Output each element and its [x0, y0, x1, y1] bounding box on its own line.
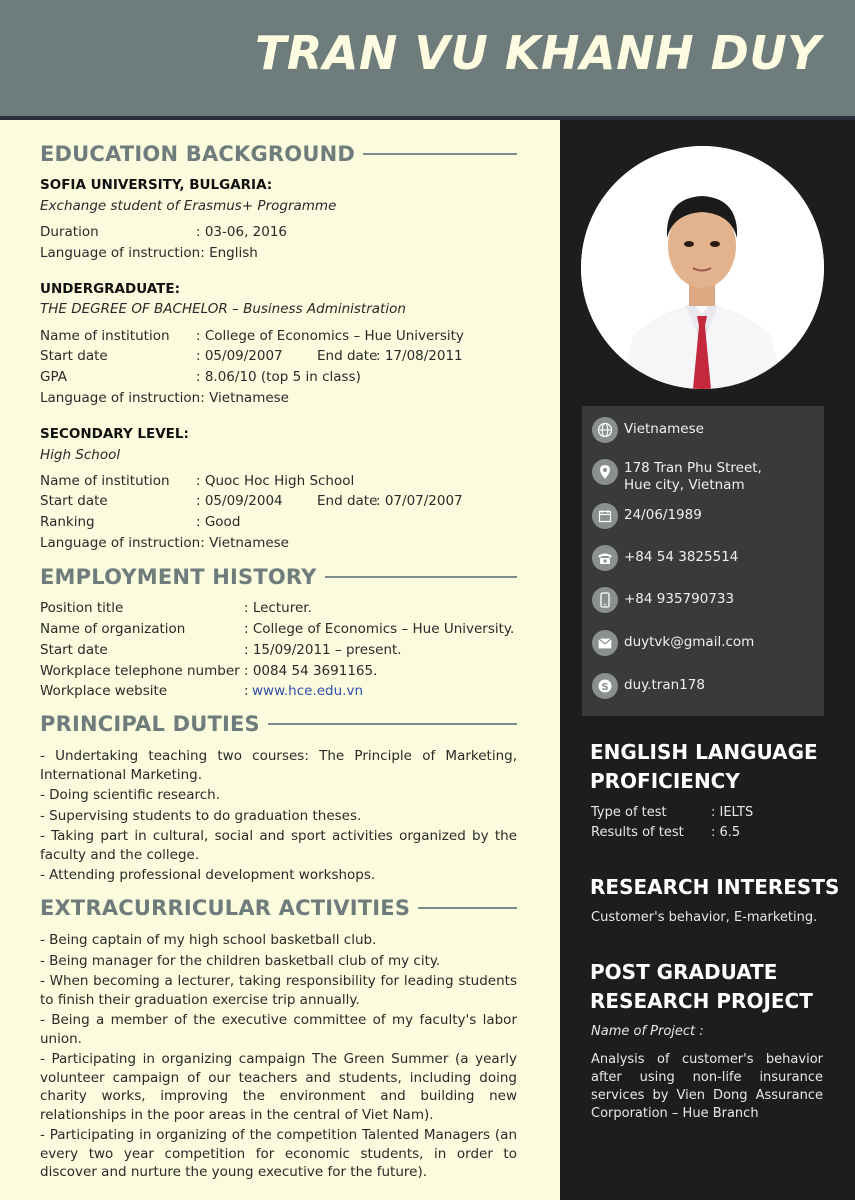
contact-dob — [592, 503, 702, 529]
candidate-name: TRAN VU KHANH DUY — [255, 26, 821, 80]
employment-title: EMPLOYMENT HISTORY — [40, 565, 317, 589]
mobile-text: +84 935790733 — [624, 591, 735, 607]
end-date-label: End date — [317, 348, 378, 364]
contact-panel — [582, 406, 824, 716]
end-date-value: : 07/07/2007 — [376, 493, 463, 509]
skype-icon — [592, 673, 618, 699]
duration-label: Duration — [40, 224, 99, 240]
postgrad-title-line-2: RESEARCH PROJECT — [590, 989, 813, 1013]
english-type-row — [591, 803, 754, 823]
duty-item: - Doing scientific research. — [40, 787, 221, 803]
contact-nationality — [592, 417, 704, 443]
mobile-phone-icon — [592, 587, 618, 613]
education-title: EDUCATION BACKGROUND — [40, 142, 356, 166]
start-date-value: : 05/09/2004 — [196, 493, 283, 509]
secondary-heading: SECONDARY LEVEL: — [40, 426, 189, 442]
contact-email — [592, 630, 754, 656]
duties-title: PRINCIPAL DUTIES — [40, 712, 260, 736]
title-rule — [363, 153, 517, 155]
english-title-line-1: ENGLISH LANGUAGE — [590, 740, 818, 764]
position-label: Position title — [40, 600, 124, 616]
ranking-label: Ranking — [40, 514, 95, 530]
test-result-value: : 6.5 — [711, 825, 741, 840]
ranking-value: : Good — [196, 514, 241, 530]
envelope-icon — [592, 630, 618, 656]
position-value: : Lecturer. — [244, 600, 312, 616]
email-text[interactable]: duytvk@gmail.com — [624, 634, 755, 650]
section-title-extracurricular — [40, 896, 517, 920]
extracurricular-title: EXTRACURRICULAR ACTIVITIES — [40, 896, 411, 920]
test-type-value: : IELTS — [711, 805, 754, 820]
duty-item: - Taking part in cultural, social and sport activities organized by the faculty and the college. — [40, 828, 517, 863]
test-result-label: Results of test — [591, 825, 684, 840]
start-date-value: : 05/09/2007 — [196, 348, 283, 364]
contact-mobile — [592, 587, 734, 613]
contact-phone — [592, 545, 738, 571]
contact-skype — [592, 673, 705, 699]
institution-label: Name of institution — [40, 328, 170, 344]
svg-text:S: S — [601, 682, 609, 693]
duty-item: - Supervising students to do graduation theses. — [40, 807, 362, 824]
section-title-education — [40, 142, 517, 166]
secondary-language: Language of instruction: Vietnamese — [40, 535, 289, 551]
activity-item: - Being captain of my high school basketball club. — [40, 932, 377, 948]
extracurricular-list — [40, 931, 517, 1182]
contact-address — [592, 456, 762, 494]
sofia-language: Language of instruction: English — [40, 245, 258, 261]
english-result-row — [591, 823, 741, 843]
institution-value: : Quoc Hoc High School — [196, 473, 355, 489]
research-title: RESEARCH INTERESTS — [590, 875, 840, 899]
undergrad-language: Language of instruction: Vietnamese — [40, 390, 289, 406]
institution-value: : College of Economics – Hue University — [196, 328, 464, 344]
sofia-subtitle: Exchange student of Erasmus+ Programme — [40, 198, 337, 214]
english-title-line-2: PROFICIENCY — [590, 769, 740, 793]
end-date-label: End date — [317, 493, 378, 509]
nationality-text: Vietnamese — [624, 421, 704, 437]
sofia-heading: SOFIA UNIVERSITY, BULGARIA: — [40, 177, 273, 193]
secondary-subtitle: High School — [40, 447, 121, 463]
start-date-value: : 15/09/2011 – present. — [244, 642, 402, 658]
institution-label: Name of institution — [40, 473, 170, 489]
address-line-1: 178 Tran Phu Street, — [624, 460, 762, 476]
calendar-icon — [592, 503, 618, 529]
globe-icon — [592, 417, 618, 443]
duration-value: : 03-06, 2016 — [196, 224, 288, 240]
workplace-website-label: Workplace website — [40, 683, 168, 699]
website-colon: : — [244, 683, 249, 699]
activity-item: - Participating in organizing campaign The Green Summer (a yearly volunteer campaign of our teachers and students, including doing charity works, improving the environment and building new relationships in the poor areas in the central of Viet Nam). — [40, 1051, 517, 1123]
start-date-label: Start date — [40, 493, 108, 509]
skype-text: duy.tran178 — [624, 677, 705, 693]
undergrad-heading: UNDERGRADUATE: — [40, 281, 180, 297]
location-pin-icon — [592, 459, 618, 485]
workplace-phone-label: Workplace telephone number — [40, 663, 240, 679]
end-date-value: : 17/08/2011 — [376, 348, 463, 364]
duties-list — [40, 747, 517, 885]
section-title-employment — [40, 565, 517, 589]
address-text — [624, 456, 762, 494]
english-title — [590, 738, 818, 796]
phone-text: +84 54 3825514 — [624, 549, 739, 565]
title-rule — [325, 576, 517, 578]
test-type-label: Type of test — [591, 805, 667, 820]
section-title-duties — [40, 712, 517, 736]
portrait-illustration — [581, 146, 824, 389]
profile-photo — [581, 146, 824, 389]
organization-value: : College of Economics – Hue University. — [244, 621, 515, 637]
postgrad-title — [590, 958, 813, 1016]
start-date-label: Start date — [40, 642, 108, 658]
title-rule — [418, 907, 517, 909]
postgrad-title-line-1: POST GRADUATE — [590, 960, 778, 984]
activity-item: - Participating in organizing of the competition Talented Managers (an every two year competition for economic students, in order to discover and nurture the young executive for the future). — [40, 1127, 517, 1180]
project-description: Analysis of customer's behavior after using non-life insurance services by Vien Dong Assurance Corporation – Hue Branch — [591, 1052, 823, 1121]
research-text: Customer's behavior, E-marketing. — [591, 910, 818, 925]
activity-item: - Being manager for the children basketball club of my city. — [40, 952, 441, 969]
organization-label: Name of organization — [40, 621, 186, 637]
project-name-label: Name of Project : — [591, 1024, 704, 1039]
address-line-2: Hue city, Vietnam — [624, 477, 745, 493]
dob-text: 24/06/1989 — [624, 507, 702, 523]
gpa-label: GPA — [40, 369, 67, 385]
title-rule — [268, 723, 517, 725]
undergrad-subtitle: THE DEGREE OF BACHELOR – Business Administration — [40, 301, 406, 317]
start-date-label: Start date — [40, 348, 108, 364]
activity-item: - Being a member of the executive committee of my faculty's labor union. — [40, 1012, 517, 1047]
workplace-phone-value: : 0084 54 3691165. — [244, 663, 378, 679]
telephone-icon — [592, 545, 618, 571]
gpa-value: : 8.06/10 (top 5 in class) — [196, 369, 361, 385]
duty-item: - Undertaking teaching two courses: The Principle of Marketing, International Marketing. — [40, 748, 517, 783]
activity-item: - When becoming a lecturer, taking responsibility for leading students to finish their graduation exercise trip annually. — [40, 973, 517, 1008]
workplace-website-link[interactable]: www.hce.edu.vn — [252, 683, 364, 699]
duty-item: - Attending professional development workshops. — [40, 867, 376, 883]
